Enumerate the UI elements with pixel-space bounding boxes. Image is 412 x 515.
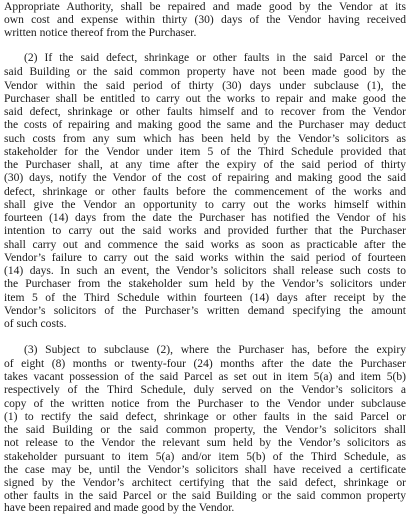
text-line: of eight (8) months or twenty-four (24) months after the date the Purchaser xyxy=(4,358,406,370)
paragraph-3-first-line: (3) Subject to subclause (2), where the Purchaser has, before the expiry xyxy=(24,344,406,356)
text-line: Vendor’s solicitors of the Purchaser’s written demand specifying the amount xyxy=(4,305,406,317)
text-line: the Purchaser from the stakeholder sum held by the Vendor’s solicitors under xyxy=(4,278,406,290)
text-line: (14) days. In such an event, the Vendor’s solicitors shall release such costs to xyxy=(4,265,406,277)
text-line: the said Building or the said common property, the Vendor’s solicitors shall xyxy=(4,424,406,436)
text-line: takes vacant possession of the said Parcel as set out in item 5(a) and item 5(b) xyxy=(4,371,406,383)
text-line: intention to carry out the said works and provided further that the Purchaser xyxy=(4,225,406,237)
text-line: (30) days, notify the Vendor of the cost of repairing and making good the said xyxy=(4,172,406,184)
text-line: Purchaser shall be entitled to carry out the works to repair and make good the xyxy=(4,93,406,105)
text-line: stakeholder for the Vendor under item 5 of the Third Schedule provided that xyxy=(4,146,406,158)
text-line: not release to the Vendor the relevant sum held by the Vendor’s solicitors as xyxy=(4,437,406,449)
text-line: said Building or the said common property have not been made good by the xyxy=(4,66,406,78)
text-line: have been repaired and made good by the Vendor. xyxy=(4,502,235,514)
text-line: copy of the written notice from the Purchaser to the Vendor under subclause xyxy=(4,398,406,410)
text-line: signed by the Vendor’s architect certifying that the said defect, shrinkage or xyxy=(4,477,406,489)
text-line: fourteen (14) days from the date the Purchaser has notified the Vendor of his xyxy=(4,212,406,224)
text-line: item 5 of the Third Schedule within fourteen (14) days after receipt by the xyxy=(4,292,406,304)
text-line: Appropriate Authority, shall be repaired and made good by the Vendor at its xyxy=(4,1,406,13)
text-line: the case may be, until the Vendor’s solicitors shall have received a certificate xyxy=(4,464,406,476)
text-line: such costs from any sum which has been held by the Vendor’s solicitors as xyxy=(4,133,406,145)
text-line: shall give the Vendor an opportunity to carry out the works himself within xyxy=(4,199,406,211)
text-line: respectively of the Third Schedule, duly served on the Vendor’s solicitors a xyxy=(4,384,406,396)
text-line: written notice thereof from the Purchaser. xyxy=(4,27,197,39)
text-line: Vendor within the said period of thirty (30) days under subclause (1), the xyxy=(4,80,406,92)
text-line: the costs of repairing and making good the same and the Purchaser may deduct xyxy=(4,119,406,131)
text-line: said defect, shrinkage or other faults himself and to recover from the Vendor xyxy=(4,106,406,118)
text-line: Vendor’s failure to carry out the said works within the said period of fourteen xyxy=(4,252,406,264)
text-line: own cost and expense within thirty (30) days of the Vendor having received xyxy=(4,14,406,26)
text-line: other faults in the said Parcel or the said Building or the said common property xyxy=(4,490,406,502)
text-line: (1) to rectify the said defect, shrinkage or other faults in the said Parcel or xyxy=(4,411,406,423)
text-line: of such costs. xyxy=(4,318,67,330)
paragraph-2-first-line: (2) If the said defect, shrinkage or other faults in the said Parcel or the xyxy=(24,52,406,64)
text-line: shall carry out and commence the said works as soon as practicable after the xyxy=(4,239,406,251)
text-line: stakeholder pursuant to item 5(a) and/or item 5(b) of the Third Schedule, as xyxy=(4,451,406,463)
text-line: the Purchaser shall, at any time after the expiry of the said period of thirty xyxy=(4,159,406,171)
text-line: defect, shrinkage or other faults before the commencement of the works and xyxy=(4,186,406,198)
